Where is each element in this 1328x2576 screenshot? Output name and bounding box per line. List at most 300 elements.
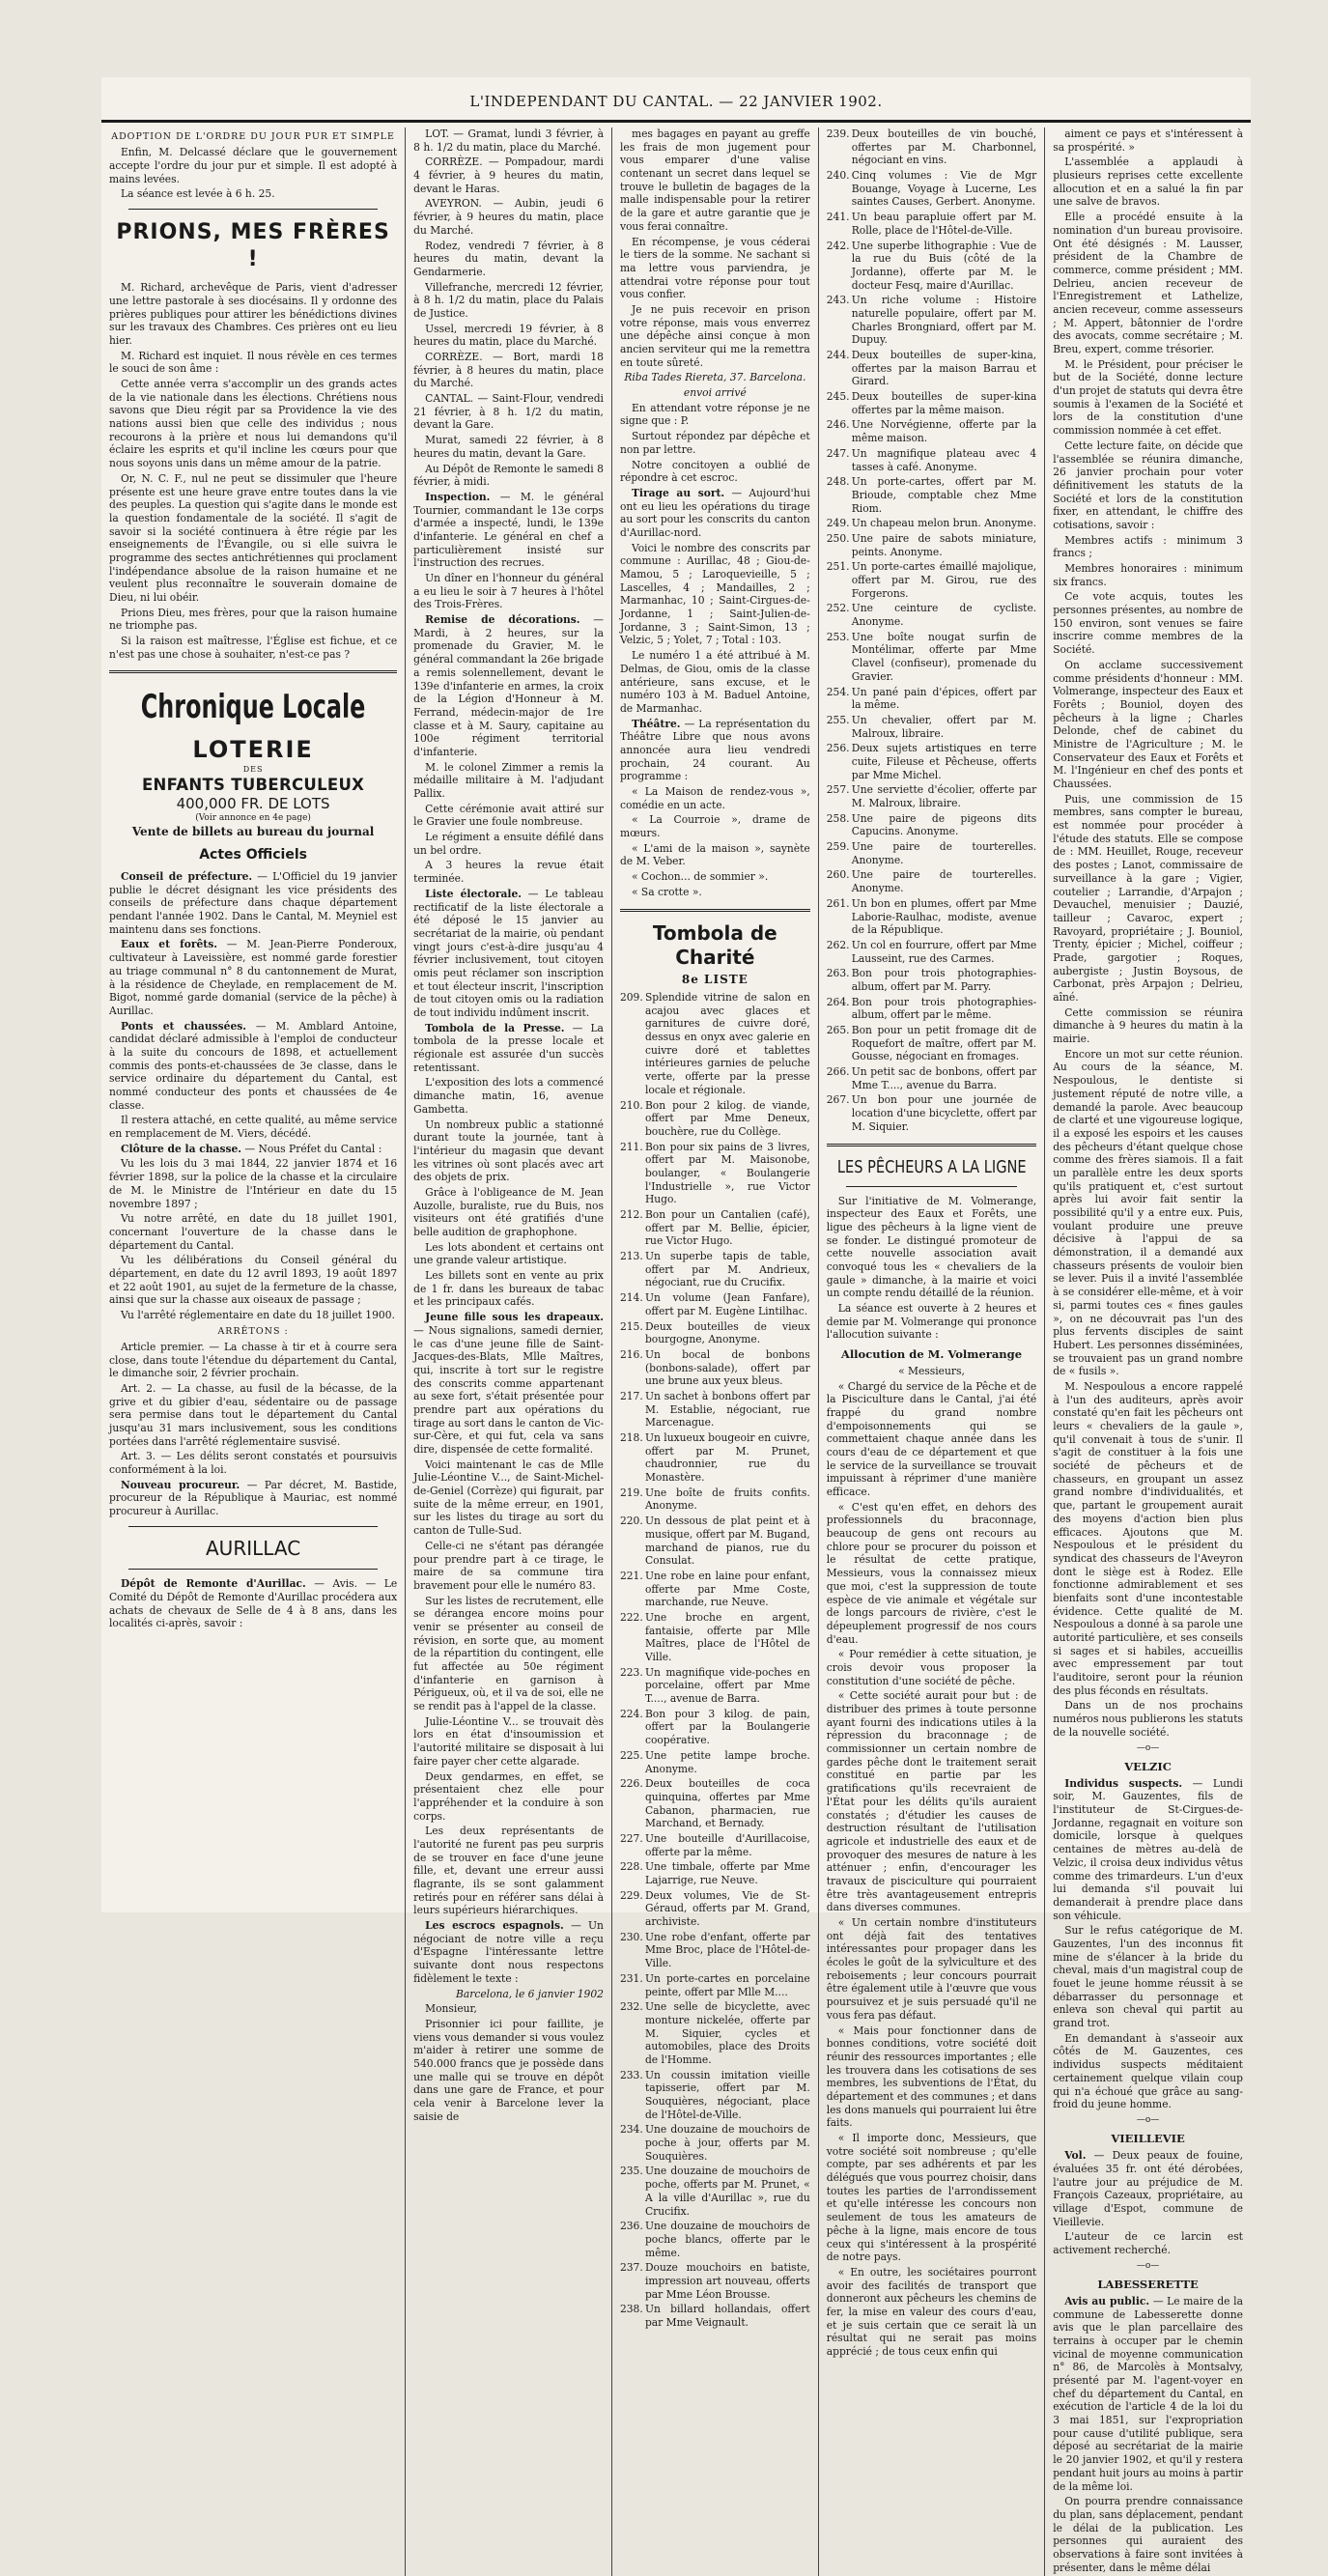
tombola-item [827,714,1036,740]
paragraph: « Sa crotte ». [631,885,702,898]
tombola-item-number: 258. [826,811,850,825]
paragraph: Membres honoraires : minimum six francs. [1053,562,1243,588]
article: Ponts et chaussées. — M. Amblard Antoine, candidat déclaré admissible à l'emploi de conducteur à la suite du concours de 1898, et actuellement commis des ponts-et-chaussées de 3e classe, dans le service ordinaire du département du Cantal, est nommé conducteur des ponts et chaussées de 4e classe. [109,1019,398,1112]
article: Individus suspects. — Lundi soir, M. Gauzentes, fils de l'instituteur de St-Cirgues-de-Jordanne, regagnait en voiture son domicile, lorsque à quelques centaines de mètres au-delà de Velzic, il croisa deux individus vêtus comme des trimardeurs. L'un d'eux lui demanda s'il pouvait lui demanderait à prendre place dans son véhicule. [1053,1776,1243,1922]
tombola-item-number: 219. [619,1486,643,1499]
paragraph: Prions Dieu, mes frères, pour que la raison humaine ne triomphe pas. [109,606,398,633]
tombola-item [827,418,1036,444]
paragraph: Puis, une commission de 15 membres, sans compter le bureau, est nommée pour procéder à l'étude des statuts. Elle se compose de : MM. Heuillet, Rouge, receveur des postes ; Lanot, commissaire de surveillance à la gare ; Vigier, coutelier ; Larrandie, d'Arpajon ; Devauchel, menuisier ; Dauzié, tailleur ; Cavaroc, expert ; Ravoyard, propriétaire ; J. Bouniol, Trenty, épicier ; Michel, coiffeur ; Prade, gargotier ; Roques, aubergiste ; Justin Boysous, de Carbonat, près Arpajon ; Delrieu, aîné. [1053,792,1243,1004]
tombola-item-number: 227. [619,1831,643,1845]
tombola-item-number: 224. [619,1707,643,1720]
tombola-item [620,2123,810,2163]
tombola-item-number: 236. [619,2220,643,2233]
paragraph: Julie-Léontine V... se trouvait dès lors en état d'insoumission et l'autorité militaire se disposait à lui faire payer cher cette algarade. [413,1714,604,1768]
tombola-item-text: Un riche volume : Histoire naturelle populaire, offert par M. Charles Brongniard, offert par M. Dupuy. [851,294,1037,347]
tombola-item [827,631,1036,684]
paragraph: En récompense, je vous céderai le tiers de la somme. Ne sachant si ma lettre vous parviendra, je attendrai votre réponse pour tout vous confier. [619,235,810,301]
paragraph: Enfin, M. Delcassé déclare que le gouvernement accepte l'ordre du jour pur et simple. Il est adopté à mains levées. [109,146,398,185]
tombola-item-text: Une boîte de fruits confits. Anonyme. [644,1486,810,1513]
paragraph: La séance est ouverte à 2 heures et demie par M. Volmerange qui prononce l'allocution suivante : [826,1302,1037,1342]
letter-envoi: envoi arrivé [683,386,747,400]
tombola-item [827,390,1036,416]
tombola-item [827,475,1036,515]
tombola-item [620,1889,810,1929]
column-5 [1044,127,1251,2576]
tombola-item [827,532,1036,558]
tombola-item [620,1514,810,1568]
tombola-item [620,1431,810,1485]
loterie-title: LOTERIE [192,735,314,763]
tombola-item-number: 260. [826,868,850,882]
tombola-item [827,169,1036,209]
tombola-item [827,447,1036,473]
loterie-lots: 400,000 FR. DE LOTS [176,795,330,813]
article: Avis au public. — Le maire de la commune de Labesserette donne avis que le plan parcellaire des terrains à occuper par le chemin vicinal de moyenne communication n° 86, de Marcolès à Montsalvy, présenté par M. l'agent-voyer en chef du département du Cantal, en exécution de l'article 4 de la loi du 3 mai 1851, sur l'expropriation pour cause d'utilité publique, sera déposé au secrétariat de la mairie le 20 janvier 1902, et qu'il y restera pendant huit jours au moins à partir de la même loi. [1053,2294,1243,2493]
paragraph: Sur l'initiative de M. Volmerange, inspecteur des Eaux et Forêts, une ligue des pêcheurs à la ligne vient de se fonder. Le distingué promoteur de cette nouvelle association avait convoqué tous les « chevaliers de la gaule » dimanche, à la mairie et voici un compte rendu détaillé de la réunion. [826,1194,1037,1300]
tombola-item-text: Bon pour trois photographies-album, offert par M. Parry. [851,967,1037,993]
tombola-item-number: 247. [826,446,850,460]
tombola-item-text: Une paire de pigeons dits Capucins. Anonyme. [851,811,1037,838]
tombola-item [620,2000,810,2066]
prayer-title: PRIONS, MES FRÈRES ! [116,219,390,272]
masthead [101,87,1251,123]
paragraph: « Chargé du service de la Pêche et de la Pisciculture dans le Cantal, j'ai été frappé du grand nombre d'empoisonnements qui se commettaient chaque année dans les cours d'eau de ce département et que le service de la surveillance se trouvait impuissant à réprimer d'une manière efficace. [826,1379,1037,1498]
tombola-item-text: Bon pour un Cantalien (café), offert par M. Bellie, épicier, rue Victor Hugo. [644,1208,810,1248]
tombola-item [620,1250,810,1289]
tombola-item [827,742,1036,781]
paragraph: Dans un de nos prochains numéros nous publierons les statuts de la nouvelle société. [1053,1699,1243,1739]
divider [827,1144,1036,1146]
article: Eaux et forêts. — M. Jean-Pierre Ponderoux, cultivateur à Laveissière, est nommé garde forestier au triage communal n° 8 du cantonnement de Murat, à la résidence de Cheylade, en remplacement de M. Bigot, nommé garde domanial (service de la pêche) à Aurillac. [109,938,398,1017]
paragraph: CORRÈZE. — Bort, mardi 18 février, à 8 heures du matin, place du Marché. [413,351,604,390]
tombola-item-number: 213. [619,1250,643,1263]
tombola-item [827,211,1036,237]
tombola-item [620,1570,810,1609]
tombola-item-number: 237. [619,2261,643,2275]
paragraph: Monsieur, [425,2002,477,2016]
divider [128,1569,378,1570]
letter-date: Barcelona, le 6 janvier 1902 [456,1987,604,2000]
velzic-heading: VELZIC [1124,1760,1172,1774]
tombola-item [827,868,1036,894]
paragraph: Vu les lois du 3 mai 1844, 22 janvier 1874 et 16 février 1898, sur la police de la chasse et la circulaire de M. le Ministre de l'Intérieur en date du 15 novembre 1897 ; [109,1157,398,1210]
paragraph: Le régiment a ensuite défilé dans un bel ordre. [413,831,604,857]
tombola-item-text: Une petite lampe broche. Anonyme. [644,1748,810,1775]
salutation: « Messieurs, [898,1364,965,1377]
tombola-item-text: Un dessous de plat peint et à musique, offert par M. Bugand, marchand de pianos, rue du Consulat. [644,1514,810,1568]
tombola-item-text: Une boîte nougat surfin de Montélimar, offerte par Mme Clavel (confiseur), promenade du Gravier. [851,630,1037,683]
article: Théâtre. — La représentation du Théâtre Libre que nous avons annoncée aura lieu vendredi prochain, 24 courant. Au programme : [619,717,810,783]
tombola-item-number: 215. [619,1319,643,1333]
paragraph: Surtout répondez par dépêche et non par lettre. [619,430,810,456]
tombola-item [827,602,1036,628]
paragraph: « Pour remédier à cette situation, je crois devoir vous proposer la constitution d'une société de pêche. [826,1648,1037,1687]
tombola-item-number: 214. [619,1291,643,1305]
tombola-item-number: 223. [619,1665,643,1679]
paragraph: Ce vote acquis, toutes les personnes présentes, au nombre de 150 environ, sont venues se faire inscrire comme membres de la Société. [1053,590,1243,657]
tombola-item-text: Un chapeau melon brun. Anonyme. [851,517,1036,530]
paragraph: Notre concitoyen a oublié de répondre à cet escroc. [619,458,810,485]
paragraph: Les billets sont en vente au prix de 1 fr. dans les bureaux de tabac et les principaux cafés. [413,1269,604,1309]
tombola-item [827,996,1036,1022]
tombola-item-number: 217. [619,1389,643,1402]
article: Clôture de la chasse. — Nous Préfet du Cantal : [121,1142,382,1155]
tombola-item [620,2303,810,2329]
tombola-item-number: 242. [826,239,850,252]
tombola-item [620,1208,810,1248]
paragraph: Membres actifs : minimum 3 francs ; [1053,533,1243,560]
article: Conseil de préfecture. — L'Officiel du 19 janvier publie le décret désignant les vice présidents des conseils de préfecture dans chaque département pendant l'année 1902. Dans le Cantal, M. Meyniel est maintenu dans ses fonctions. [109,870,398,936]
paragraph: Cette commission se réunira dimanche à 9 heures du matin à la mairie. [1053,1005,1243,1046]
tombola-item-text: Un volume (Jean Fanfare), offert par M. Eugène Lintilhac. [644,1291,810,1317]
paragraph: Voici maintenant le cas de Mlle Julie-Léontine V..., de Saint-Michel-de-Geniel (Corrèze) qui figurait, par suite de la même erreur, en 1901, sur les listes du tirage au sort du canton de Tulle-Sud. [413,1458,604,1538]
tombola-item [620,1931,810,1970]
paragraph: « Un certain nombre d'instituteurs ont déjà fait des tentatives intéressantes pour propager dans les écoles le goût de la sylviculture et des reboisements ; leur concours pourrait être également utile à l'œuvre que vous poursuivez et je suis persuadé qu'il ne vous fera pas défaut. [826,1916,1037,2022]
paragraph: Grâce à l'obligeance de M. Jean Auzolle, buraliste, rue du Buis, nos visiteurs ont été gratifiés d'une belle audition de graphophone. [413,1185,604,1238]
paragraph: Un dîner en l'honneur du général a eu lieu le soir à 7 heures à l'hôtel des Trois-Frères. [413,572,604,611]
tombola-item [827,1065,1036,1091]
vieillevie-heading: VIEILLEVIE [1111,2132,1185,2146]
tombola-item-number: 228. [619,1860,643,1874]
tombola-item-text: Deux sujets artistiques en terre cuite, Fileuse et Pêcheuse, offerts par Mme Michel. [851,742,1037,781]
paragraph: Art. 3. — Les délits seront constatés et poursuivis conformément à la loi. [109,1450,398,1477]
tombola-item [620,1708,810,1747]
tombola-item-number: 235. [619,2165,643,2178]
tombola-item [620,1390,810,1430]
paragraph: CORRÈZE. — Pompadour, mardi 4 février, à 9 heures du matin, devant le Haras. [413,156,604,195]
tombola-item-text: Une paire de sabots miniature, peints. Anonyme. [851,531,1037,558]
tombola-item [620,1972,810,1998]
article: Tirage au sort. — Aujourd'hui ont eu lieu les opérations du tirage au sort pour les conscrits du canton d'Aurillac-nord. [619,486,810,539]
paragraph: M. le Président, pour préciser le but de la Société, donne lecture d'un projet de statuts qui devra être soumis à l'examen de la Société et lors de la constitution d'une commission nommée à cet effet. [1053,357,1243,438]
paragraph: Les deux représentants de l'autorité ne furent pas peu surpris de se trouver en face d'une jeune fille, et, devant une erreur aussi flagrante, ils se sont galamment retirés pour en référer sans délai à leurs supérieurs hiérarchiques. [413,1825,604,1917]
paragraph: Article premier. — La chasse à tir et à courre sera close, dans toute l'étendue du département du Cantal, le dimanche soir, 2 février prochain. [109,1340,398,1380]
tombola-item-text: Un beau parapluie offert par M. Rolle, place de l'Hôtel-de-Ville. [851,211,1037,237]
paragraph: Le numéro 1 a été attribué à M. Delmas, de Giou, omis de la classe antérieure, sans excuse, et le numéro 103 à M. Baduel Antoine, de Marmanhac. [619,649,810,715]
tombola-item [620,1486,810,1513]
divider [109,670,397,673]
paragraph: On acclame successivement comme présidents d'honneur : MM. Volmerange, inspecteur des Eaux et Forêts ; Bouniol, doyen des pêcheurs à la ligne ; Charles Delonde, chef de cabinet du Ministre de l'Agriculture ; M. le Conservateur des Eaux et Forêts et M. l'Ingénieur en chef des ponts et Chaussées. [1053,658,1243,790]
tombola-item-text: Deux bouteilles de super-kina offertes par la même maison. [851,390,1037,416]
tombola-item [827,686,1036,712]
tombola-item-text: Une paire de tourterelles. Anonyme. [851,840,1037,866]
paragraph: Celle-ci ne s'étant pas dérangée pour prendre part à ce tirage, le maire de sa commune tira bravement pour elle le numéro 83. [413,1539,604,1592]
tombola-item-number: 232. [619,2000,643,2014]
letter-address: Riba Tades Riereta, 37. Barcelona. [624,371,806,384]
article: Remise de décorations. — Mardi, à 2 heures, sur la promenade du Gravier, M. le général commandant la 26e brigade a remis solennellement, devant le 139e d'infanterie en armes, la croix de la Légion d'Honneur à M. Ferrand, médecin-major de 1re classe et à M. Saury, capitaine au 100e régiment territorial d'infanterie. [413,613,604,758]
article: Inspection. — M. le général Tournier, commandant le 13e corps d'armée a inspecté, lundi, le 139e d'infanterie. Le général en chef a particulièrement insisté sur l'instruction des recrues. [413,490,604,570]
loterie-des: DES [242,764,264,774]
paragraph: Voici le nombre des conscrits par commune : Aurillac, 48 ; Giou-de-Mamou, 5 ; Laroquevieille, 5 ; Lascelles, 4 ; Mandailles, 2 ; Marmanhac, 10 ; Saint-Cirgues-de-Jordanne, 1 ; Saint-Julien-de-Jordanne, 3 ; Saint-Simon, 13 ; Velzic, 5 ; Yolet, 7 ; Total : 103. [619,541,810,647]
tombola-item-number: 261. [826,896,850,910]
tombola-item-text: Un coussin imitation vieille tapisserie, offert par M. Souquières, négociant, place de l'Hôtel-de-Ville. [644,2068,810,2121]
tombola-item-number: 230. [619,1930,643,1943]
paragraph: Murat, samedi 22 février, à 8 heures du matin, devant la Gare. [413,434,604,460]
tombola-item-number: 229. [619,1888,643,1902]
tombola-item-text: Un sachet à bonbons offert par M. Establie, négociant, rue Marcenague. [644,1389,810,1430]
pecheurs-heading: LES PÊCHEURS A LA LIGNE [836,1156,1027,1177]
tombola-item-text: Une douzaine de mouchoirs de poche, offerts par M. Prunet, « A la ville d'Aurillac », rue du Crucifix. [644,2165,810,2218]
tombola-item-text: Cinq volumes : Vie de Mgr Bouange, Voyage à Lucerne, Les saintes Causes, Gerbert. Anonyme. [851,169,1037,209]
paragraph: Au Dépôt de Remonte le samedi 8 février, à midi. [413,462,604,489]
tombola-item-number: 225. [619,1748,643,1762]
paragraph: M. Richard est inquiet. Il nous révèle en ces termes le souci de son âme : [109,349,398,376]
column-4 [818,127,1044,2576]
tombola-list-continued [827,127,1036,1134]
tombola-item-number: 257. [826,783,850,797]
tombola-item-text: Deux bouteilles de vin bouché, offertes par M. Charbonnel, négociant en vins. [851,127,1037,167]
tombola-item-text: Un luxueux bougeoir en cuivre, offert par M. Prunet, chaudronnier, rue du Monastère. [644,1431,810,1485]
tombola-item-number: 259. [826,840,850,854]
tombola-item-text: Un col en fourrure, offert par Mme Lausseint, rue des Carmes. [851,938,1037,965]
tombola-item-number: 249. [826,517,850,530]
article: Jeune fille sous les drapeaux. — Nous signalions, samedi dernier, le cas d'une jeune fille de Saint-Jacques-des-Blats, Mlle Maîtres, qui, inscrite à tort sur le registre des conscrits comme appartenant au sexe fort, s'était présentée pour prendre part aux opérations du tirage au sort dans le canton de Vic-sur-Cère, et qui fut, cela va sans dire, dispensée de cette formalité. [413,1311,604,1456]
paragraph: Si la raison est maîtresse, l'Église est fichue, et ce n'est pas une chose à souhaiter, n'est-ce pas ? [109,635,398,661]
paragraph: M. Richard, archevêque de Paris, vient d'adresser une lettre pastorale à ses diocésains. Il y ordonne des prières publiques pour attirer les bénédictions divines sur les travaux des Chambres. Ces prières ont eu lieu hier. [109,281,398,347]
paragraph: Or, N. C. F., nul ne peut se dissimuler que l'heure présente est une heure grave entre toutes dans la vie des peuples. La question qui s'agite dans le monde est la question fondamentale de la société. Il s'agit de savoir si la société continuera à être régie par les enseignements de l'Évangile, ou si elle suivra le programme des sectes antichrétiennes qui proclament l'indépendance absolue de la raison humaine et ne veulent plus reconnaître le souverain domaine de Dieu, ni lui obéir. [109,471,398,605]
paragraph: Encore un mot sur cette réunion. Au cours de la séance, M. Nespoulous, le dentiste si justement réputé de notre ville, a demandé la parole. Avec beaucoup de clarté et une vigoureuse logique, il a exposé les espoirs et les causes des pêcheurs d'étant quelque chose comme des frères siamois. Il a fait un parallèle entre les deux sports qu'ils pratiquent et, c'est surtout après lui avoir fait sentir la possibilité qu'il y a entre eux. Puis, voulant produire une preuve décisive à l'appui de sa démonstration, il a demandé aux chasseurs présents de vouloir bien se lever. Puis il a invité l'assemblée à se considérer elle-même, et à voir si, parmi toutes ces « fines gaules », on ne découvrait pas l'un des plus fervents disciples de saint Hubert. Les personnes disséminées, se trouvaient pas un grand nombre de « fusils ». [1053,1047,1243,1378]
tombola-item-number: 264. [826,995,850,1008]
tombola-item-text: Une douzaine de mouchoirs de poche blancs, offerte par le même. [644,2220,810,2259]
column-1 [101,127,405,2576]
tombola-item-number: 210. [619,1098,643,1112]
tombola-item [827,127,1036,167]
tombola-item-number: 265. [826,1024,850,1036]
paragraph: Sur les listes de recrutement, elle se dérangea encore moins pour venir se présenter au conseil de révision, en sorte que, au moment de la répartition du contingent, elle fut affectée au 50e régiment d'infanterie en garnison à Périgueux, où, et il va de soi, elle ne se rendit pas à l'appel de la classe. [413,1594,604,1713]
tombola-item-number: 226. [619,1777,643,1791]
tombola-item [620,2220,810,2259]
tombola-item-text: Bon pour 2 kilog. de viande, offert par Mme Deneux, bouchère, rue du Collège. [644,1098,810,1138]
tombola-item [620,1777,810,1830]
paragraph: M. le colonel Zimmer a remis la médaille militaire à M. l'adjudant Pallix. [413,760,604,800]
chronique-title: Chronique Locale [140,688,366,727]
tombola-item-text: Un billard hollandais, offert par Mme Veignault. [644,2303,810,2330]
tombola-heading: Tombola de Charité [652,920,777,970]
tombola-item-number: 263. [826,967,850,980]
paragraph: « Cette société aurait pour but : de distribuer des primes à toute personne ayant fourni des indications utiles à la répression du braconnage ; de commissionner un certain nombre de gardes pêche dont le traitement serait constitué en partie par les gratifications qu'ils recevraient de l'État pour les délits qu'ils auraient constatés ; d'étudier les causes de destruction résultant de l'utilisation agricole et industrielle des eaux et de provoquer des mesures de nature à les atténuer ; enfin, d'encourager les travaux de pisciculture qui pourraient être très avantageusement entrepris dans diverses communes. [826,1689,1037,1914]
tombola-item-number: 240. [826,169,850,183]
tombola-item-text: Un superbe tapis de table, offert par M. Andrieux, négociant, rue du Crucifix. [644,1250,810,1289]
tombola-item [620,2165,810,2218]
divider: —o— [1136,2260,1160,2271]
tombola-item-text: Douze mouchoirs en batiste, impression art nouveau, offerts par Mme Léon Brousse. [644,2261,810,2301]
tombola-item [827,897,1036,937]
divider [846,1186,1017,1187]
paragraph: L'assemblée a applaudi à plusieurs reprises cette excellente allocution et en a salué la fin par une salve de bravos. [1053,156,1243,209]
tombola-item [620,1860,810,1886]
paragraph: Un nombreux public a stationné durant toute la journée, tant à l'intérieur du magasin que devant les vitrines où sont placés avec art des objets de prix. [413,1118,604,1184]
divider: —o— [1136,2114,1160,2125]
paragraph: « Cochon... de sommier ». [631,870,769,884]
newspaper-page [101,77,1251,2574]
column-2 [405,127,611,2576]
tombola-item-number: 216. [619,1347,643,1361]
tombola-item-number: 220. [619,1514,643,1528]
tombola-item-text: Deux bouteilles de super-kina, offertes par la maison Barrau et Girard. [851,349,1037,388]
article: Dépôt de Remonte d'Aurillac. — Avis. — Le Comité du Dépôt de Remonte d'Aurillac procédera aux achats de chevaux de Selle de 4 à 8 ans, dans les localités ci-après, savoir : [109,1577,398,1630]
paragraph: « C'est qu'en effet, en dehors des professionnels du braconnage, beaucoup de gens ont recours au chlore pour se procurer du poisson et le résultat de cette pratique, Messieurs, vous la connaissez mieux que moi, c'est la suppression de toute espèce de vie animale et végétale sur de longs parcours de rivière, c'est le dépeuplement progressif de nos cours d'eau. [826,1500,1037,1646]
tombola-item [620,1832,810,1858]
article: Liste électorale. — Le tableau rectificatif de la liste électorale a été déposé le 15 janvier au secrétariat de la mairie, où pendant vingt jours c'est-à-dire jusqu'au 4 février inclusivement, tout citoyen omis peut réclamer son inscription et tout électeur inscrit, l'inscription de tout citoyen omis ou la radiation de tout individu indûment inscrit. [413,887,604,1019]
divider [128,209,378,210]
tombola-item [827,1024,1036,1063]
tombola-item-number: 218. [619,1431,643,1445]
tombola-item-text: Deux volumes, Vie de St-Géraud, offerts par M. Grand, archiviste. [644,1888,810,1929]
paragraph: Vu notre arrêté, en date du 18 juillet 1901, concernant l'ouverture de la chasse dans le département du Cantal. [109,1212,398,1252]
tombola-item-number: 262. [826,938,850,951]
paragraph: L'exposition des lots a commencé dimanche matin, 16, avenue Gambetta. [413,1076,604,1116]
tombola-item-number: 253. [826,630,850,643]
tombola-item-number: 267. [826,1093,850,1107]
paragraph: Prisonnier ici pour faillite, je viens vous demander si vous voulez m'aider à retirer une somme de 540.000 francs que je possède dans une malle qui se trouve en dépôt dans une gare de France, et pour cela venir à Barcelone lever la saisie de [413,2017,604,2123]
allocution-heading: Allocution de M. Volmerange [840,1347,1023,1362]
tombola-item-text: Une superbe lithographie : Vue de la rue du Buis (côté de la Jordanne), offerte par M. le docteur Fesq, maire d'Aurillac. [851,239,1037,292]
tombola-item-number: 221. [619,1569,643,1582]
paragraph: Rodez, vendredi 7 février, à 8 heures du matin, devant la Gendarmerie. [413,239,604,278]
loterie-subtitle: ENFANTS TUBERCULEUX [141,775,365,794]
paragraph: On pourra prendre connaissance du plan, sans déplacement, pendant le délai de la publication. Les personnes qui auraient des observations à faire sont invitées à présenter, dans le même délai [1053,2495,1243,2574]
paragraph: aiment ce pays et s'intéressent à sa prospérité. » [1053,127,1243,154]
tombola-item-text: Splendide vitrine de salon en acajou avec glaces et garnitures de cuivre doré, dessus en onyx avec galerie en cuivre doré et tablettes intérieures garnies de peluche verte, offerte par la presse locale et régionale. [644,991,810,1096]
article: Tombola de la Presse. — La tombola de la presse locale et régionale est assurée d'un succès retentissant. [413,1021,604,1074]
tombola-item-number: 256. [826,742,850,755]
paragraph: AVEYRON. — Aubin, jeudi 6 février, à 9 heures du matin, place du Marché. [413,197,604,237]
paragraph: Je ne puis recevoir en prison votre réponse, mais vous enverrez une dépêche ainsi conçue à mon ancien serviteur qui me la remettra en toute sûreté. [619,302,810,369]
paragraph: Les lots abondent et certains ont une grande valeur artistique. [413,1240,604,1267]
tombola-item [827,517,1036,530]
tombola-item-text: Un bon pour une journée de location d'une bicyclette, offert par M. Siquier. [851,1093,1037,1133]
tombola-item [620,1749,810,1775]
tombola-item [827,349,1036,388]
tombola-item [620,991,810,1097]
tombola-item-text: Un porte-cartes émaillé majolique, offert par M. Girou, rue des Forgerons. [851,560,1037,600]
tombola-item-number: 209. [619,991,643,1005]
article: Nouveau procureur. — Par décret, M. Bastide, procureur de la République à Mauriac, est nommé procureur à Aurillac. [109,1478,398,1518]
tombola-item-number: 222. [619,1610,643,1624]
column-3 [611,127,818,2576]
article: Les escrocs espagnols. — Un négociant de notre ville a reçu d'Espagne l'intéressante lettre suivante dont nous respectons fidèlement le texte : [413,1919,604,1985]
tombola-item-text: Un petit sac de bonbons, offert par Mme T...., avenue du Barra. [851,1065,1037,1091]
paragraph: A 3 heures la revue était terminée. [413,859,604,886]
tombola-item-number: 251. [826,560,850,574]
tombola-item [620,1320,810,1346]
tombola-list [620,991,810,2330]
paragraph: La séance est levée à 6 h. 25. [121,187,275,201]
tombola-item-text: Un porte-cartes en porcelaine peinte, offert par Mlle M.... [644,1971,810,1998]
tombola-item-number: 252. [826,602,850,615]
tombola-item [620,1611,810,1664]
tombola-item-text: Un chevalier, offert par M. Malroux, libraire. [851,713,1037,740]
paragraph: En attendant votre réponse je ne signe que : P. [619,401,810,428]
paragraph: Cette lecture faite, on décide que l'assemblée se réunira dimanche, 26 janvier prochain pour voter définitivement les statuts de la Société et lors de la constitution fixer, en attendant, le chiffre des cotisations, savoir : [1053,439,1243,531]
loterie-annonce: (Voir annonce en 4e page) [195,813,311,824]
liste-heading: 8e LISTE [681,972,749,986]
tombola-item [620,2069,810,2122]
paragraph: LOT. — Gramat, lundi 3 février, à 8 h. 1/2 du matin, place du Marché. [413,127,604,154]
paragraph: CANTAL. — Saint-Flour, vendredi 21 février, à 8 h. 1/2 du matin, devant la Gare. [413,392,604,432]
tombola-item-text: Une selle de bicyclette, avec monture nickelée, offerte par M. Siquier, cycles et automobiles, place des Droits de l'Homme. [644,2000,810,2066]
tombola-item-text: Une timbale, offerte par Mme Lajarrige, rue Neuve. [644,1860,810,1887]
article: Vol. — Deux peaux de fouine, évaluées 35 fr. ont été dérobées, l'autre jour au préjudice de M. François Cazeaux, propriétaire, au village d'Espot, commune de Vieillevie. [1053,2149,1243,2228]
tombola-item-number: 246. [826,418,850,432]
tombola-item-number: 211. [619,1140,643,1153]
tombola-item-number: 250. [826,531,850,545]
tombola-item-text: Une broche en argent, fantaisie, offerte par Mlle Maîtres, place de l'Hôtel de Ville. [644,1610,810,1664]
divider [620,909,810,912]
tombola-item-text: Une ceinture de cycliste. Anonyme. [851,602,1037,629]
tombola-item-number: 248. [826,475,850,489]
tombola-item-text: Une robe en laine pour enfant, offerte par Mme Coste, marchande, rue Neuve. [644,1569,810,1609]
paragraph: Vu l'arrêté réglementaire en date du 18 juillet 1900. [121,1309,395,1322]
paragraph: « La Courroie », drame de mœurs. [619,813,810,840]
tombola-item-number: 233. [619,2068,643,2081]
tombola-item [827,240,1036,293]
tombola-item-text: Deux bouteilles de vieux bourgogne, Anonyme. [644,1319,810,1346]
tombola-item-number: 231. [619,1971,643,1985]
adoption-heading: ADOPTION DE L'ORDRE DU JOUR PUR ET SIMPLE [111,131,395,142]
tombola-item [827,967,1036,993]
tombola-item-number: 243. [826,294,850,307]
tombola-item-text: Un bon en plumes, offert par Mme Laborie-Raulhac, modiste, avenue de la République. [851,896,1037,937]
labesserette-heading: LABESSERETTE [1097,2278,1199,2292]
tombola-item-number: 239. [826,127,850,140]
tombola-item [827,939,1036,965]
tombola-item-text: Un magnifique plateau avec 4 tasses à café. Anonyme. [851,446,1037,473]
divider [128,1526,378,1527]
paragraph: Cette cérémonie avait attiré sur le Gravier une foule nombreuse. [413,802,604,829]
aurillac-heading: AURILLAC [206,1536,301,1560]
tombola-item-text: Un pané pain d'épices, offert par la même. [851,685,1037,712]
paragraph: « L'ami de la maison », saynète de M. Veber. [619,841,810,868]
paragraph: mes bagages en payant au greffe les frais de mon jugement pour vous emparer d'une valise contenant un secret dans lequel se trouve le bulletin de bagages de la malle indispensable pour la retirer de la gare et autre garantie que je vous ferai connaître. [619,127,810,233]
tombola-item [827,560,1036,600]
tombola-item-number: 254. [826,685,850,698]
tombola-item-text: Une serviette d'écolier, offerte par M. Malroux, libraire. [851,783,1037,809]
paragraph: Vu les délibérations du Conseil général du département, en date du 12 avril 1893, 19 août 1897 et 22 août 1901, au sujet de la fermeture de la chasse, ainsi que sur la chasse aux oiseaux de passage ; [109,1254,398,1307]
paragraph: « Mais pour fonctionner dans de bonnes conditions, votre société doit réunir des ressources importantes ; elle les trouvera dans les cotisations de ses membres, les subventions de l'État, du département et des communes ; et dans les dons manuels qui pourraient lui être faits. [826,2024,1037,2130]
tombola-item-text: Une douzaine de mouchoirs de poche à jour, offerts par M. Souquières. [644,2123,810,2163]
tombola-item-text: Une paire de tourterelles. Anonyme. [851,868,1037,895]
tombola-item-number: 255. [826,713,850,726]
arretons: ARRÊTONS : [217,1325,289,1337]
tombola-item-number: 238. [619,2303,643,2316]
tombola-item [827,294,1036,347]
tombola-item-text: Une Norvégienne, offerte par la même maison. [851,418,1037,445]
masthead-title: L'INDEPENDANT DU CANTAL. — 22 JANVIER 1902. [469,93,883,110]
tombola-item-number: 234. [619,2123,643,2137]
tombola-item-number: 241. [826,211,850,224]
paragraph: Il restera attaché, en cette qualité, au même service en remplacement de M. Viers, décédé. [109,1114,398,1141]
tombola-item-text: Une bouteille d'Aurillacoise, offerte par la même. [644,1831,810,1858]
tombola-item-text: Deux bouteilles de coca quinquina, offertes par Mme Cabanon, pharmacien, rue Marchand, et Bernady. [644,1777,810,1830]
tombola-item [827,840,1036,866]
tombola-item-number: 266. [826,1065,850,1079]
paragraph: En demandant à s'asseoir aux côtés de M. Gauzentes, ces individus suspects méditaient certainement quelque vilain coup qui n'a échoué que grâce au sang-froid du jeune homme. [1053,2031,1243,2111]
loterie-vente: Vente de billets au bureau du journal [131,824,375,838]
tombola-item [620,1348,810,1388]
tombola-item-number: 245. [826,390,850,404]
paragraph: Deux gendarmes, en effet, se présentaient chez elle pour l'appréhender et la conduire à son corps. [413,1769,604,1823]
paragraph: Ussel, mercredi 19 février, à 8 heures du matin, place du Marché. [413,322,604,349]
columns [101,127,1251,2574]
divider: —o— [1136,1742,1160,1753]
tombola-item-text: Une robe d'enfant, offerte par Mme Broc, place de l'Hôtel-de-Ville. [644,1930,810,1970]
tombola-item [827,1093,1036,1133]
paragraph: Art. 2. — La chasse, au fusil de la bécasse, de la grive et du gibier d'eau, sédentaire ou de passage sera permise dans tout le département du Cantal jusqu'au 31 mars inclusivement, sous les conditions portées dans l'arrêté réglementaire susvisé. [109,1381,398,1448]
paragraph: « La Maison de rendez-vous », comédie en un acte. [619,785,810,811]
section-heading: Actes Officiels [199,847,307,863]
paragraph: Sur le refus catégorique de M. Gauzentes, l'un des inconnus fit mine de s'élancer à la bride du cheval, mais d'un magistral coup de fouet le jeune homme réussit à se débarrasser du personnage et enleva son cheval qui partit au grand trot. [1053,1924,1243,2030]
